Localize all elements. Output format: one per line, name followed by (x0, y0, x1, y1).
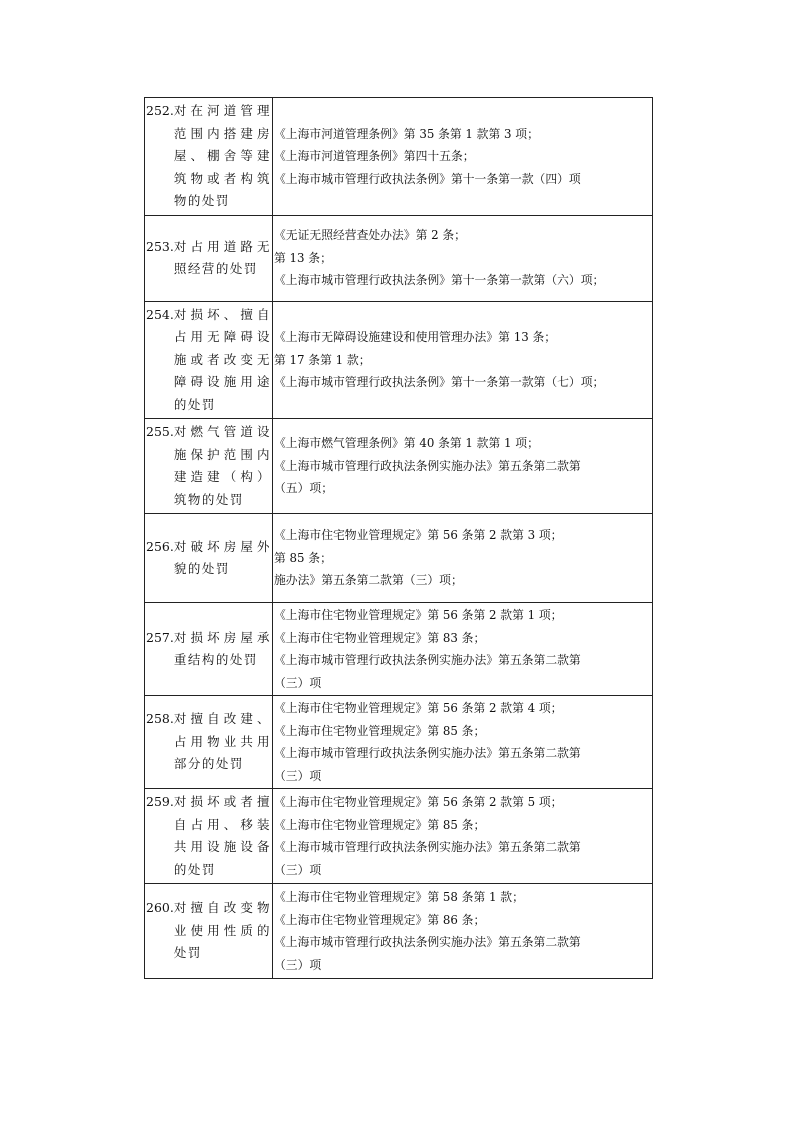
basis-line: 施办法》第五条第二款第（三）项； (274, 573, 463, 588)
basis-line: 《上海市河道管理条例》第 35 条第 1 款第 3 项； (274, 126, 539, 141)
basis-line: 《上海市城市管理行政执法条例实施办法》第五条第二款第 (274, 458, 581, 473)
basis-line: 《上海市住宅物业管理规定》第 56 条第 2 款第 4 项； (274, 701, 563, 715)
item-cell (145, 98, 273, 216)
basis-line: 《上海市住宅物业管理规定》第 85 条； (274, 817, 486, 832)
item-name: 对擅自改建、占用物业共用部分的处罚 (173, 711, 271, 772)
basis-line: （三）项 (274, 675, 322, 690)
basis-line: 《无证无照经营查处办法》第 2 条； (274, 228, 466, 243)
item-name: 对破坏房屋外貌的处罚 (173, 538, 271, 576)
basis-line: （三）项 (274, 862, 322, 877)
basis-line: 《上海市住宅物业管理规定》第 58 条第 1 款； (274, 890, 524, 904)
item-name: 对损坏或者擅自占用、移装共用设施设备的处罚 (173, 794, 271, 877)
item-cell (145, 514, 273, 603)
item-number: 259. (146, 794, 174, 809)
item-number: 254. (146, 306, 174, 322)
basis-line: 《上海市城市管理行政执法条例实施办法》第五条第二款第 (274, 840, 581, 854)
item-name: 对占用道路无照经营的处罚 (173, 238, 271, 276)
table-row (145, 696, 653, 789)
item-number: 260. (146, 900, 174, 916)
item-number: 256. (146, 538, 174, 554)
item-name: 对在河道管理范围内搭建房屋、棚舍等建筑物或者构筑物的处罚 (173, 103, 271, 208)
basis-line: （五）项； (274, 481, 333, 496)
item-cell (145, 884, 273, 979)
item-cell (145, 789, 273, 884)
basis-cell (273, 696, 653, 789)
item-number: 255. (146, 424, 174, 439)
item-cell (145, 215, 273, 301)
table-row (145, 884, 653, 979)
table-row (145, 514, 653, 603)
basis-cell (273, 603, 653, 696)
basis-line: 第 17 条第 1 款； (274, 352, 371, 367)
basis-line: 《上海市河道管理条例》第四十五条； (274, 149, 475, 163)
regulation-table (144, 97, 653, 979)
item-number: 258. (146, 711, 174, 727)
item-name: 对擅自改变物业使用性质的处罚 (173, 900, 271, 961)
item-cell (145, 301, 273, 419)
basis-line: 《上海市住宅物业管理规定》第 83 条； (274, 630, 486, 645)
basis-line: 第 85 条； (274, 550, 332, 565)
basis-line: 《上海市住宅物业管理规定》第 56 条第 2 款第 5 项； (274, 795, 563, 809)
item-name: 对燃气管道设施保护范围内建造建（构）筑物的处罚 (173, 424, 271, 507)
basis-cell (273, 514, 653, 603)
item-cell (145, 419, 273, 514)
basis-line: 《上海市城市管理行政执法条例》第十一条第一款第（六）项； (274, 273, 605, 288)
basis-line: （三）项 (274, 768, 322, 783)
table-row (145, 215, 653, 301)
basis-line: 第 13 条； (274, 250, 332, 265)
basis-line: 《上海市城市管理行政执法条例》第十一条第一款（四）项 (274, 171, 581, 186)
basis-cell (273, 301, 653, 419)
basis-cell (273, 215, 653, 301)
basis-cell (273, 789, 653, 884)
item-cell (145, 696, 273, 789)
basis-cell (273, 98, 653, 216)
basis-cell (273, 884, 653, 979)
item-number: 257. (146, 629, 174, 645)
basis-line: 《上海市城市管理行政执法条例》第十一条第一款第（七）项； (274, 375, 605, 389)
basis-line: （三）项 (274, 957, 322, 972)
item-number: 253. (146, 238, 174, 254)
table-row (145, 603, 653, 696)
basis-line: 《上海市住宅物业管理规定》第 85 条； (274, 723, 486, 738)
basis-line: 《上海市住宅物业管理规定》第 56 条第 2 款第 1 项； (274, 608, 563, 622)
table-row (145, 98, 653, 216)
table-row (145, 419, 653, 514)
basis-line: 《上海市城市管理行政执法条例实施办法》第五条第二款第 (274, 935, 581, 949)
item-number: 252. (146, 103, 174, 118)
basis-line: 《上海市无障碍设施建设和使用管理办法》第 13 条； (274, 330, 557, 344)
basis-line: 《上海市城市管理行政执法条例实施办法》第五条第二款第 (274, 746, 581, 760)
basis-cell (273, 419, 653, 514)
item-cell (145, 603, 273, 696)
regulation-table-body (145, 98, 653, 979)
basis-line: 《上海市城市管理行政执法条例实施办法》第五条第二款第 (274, 653, 581, 667)
table-row (145, 301, 653, 419)
basis-line: 《上海市住宅物业管理规定》第 56 条第 2 款第 3 项； (274, 528, 563, 543)
item-name: 对损坏、擅自占用无障碍设施或者改变无障碍设施用途的处罚 (173, 306, 271, 412)
basis-line: 《上海市住宅物业管理规定》第 86 条； (274, 912, 486, 927)
item-name: 对损坏房屋承重结构的处罚 (173, 629, 271, 667)
table-row (145, 789, 653, 884)
basis-line: 《上海市燃气管理条例》第 40 条第 1 款第 1 项； (274, 436, 539, 451)
